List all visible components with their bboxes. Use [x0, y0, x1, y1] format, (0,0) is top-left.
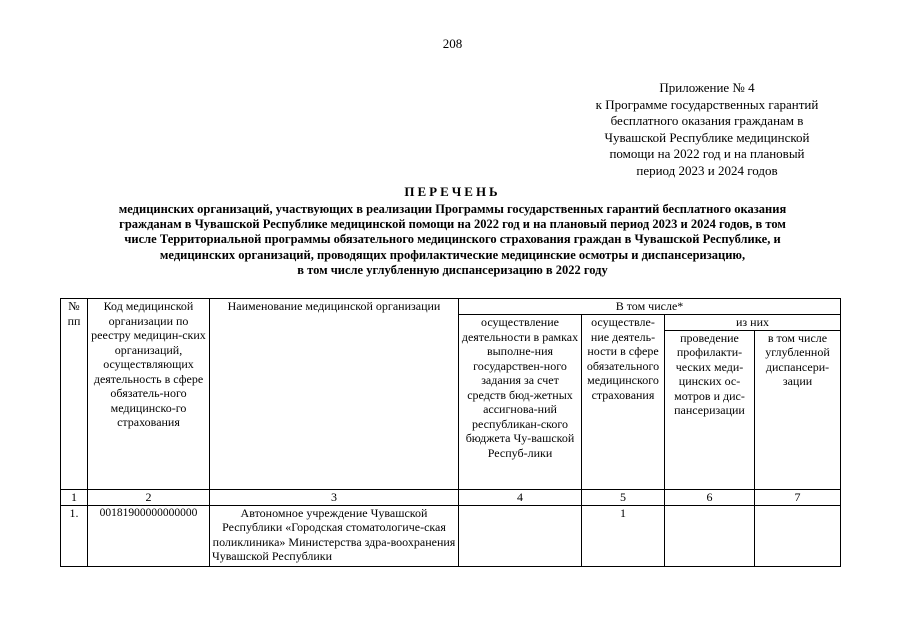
header-including: В том числе* — [459, 299, 841, 315]
header-oms: осуществле-ние деятель-ности в сфере обязательного медицинского страхования — [582, 315, 665, 490]
header-num: № пп — [61, 299, 88, 490]
header-name: Наименование медицинской организации — [210, 299, 459, 490]
appendix-line: Чувашской Республике медицинской — [604, 129, 810, 145]
table-row — [61, 505, 841, 566]
row-deep — [755, 505, 841, 566]
header-code: Код медицинской организации по реестру медицин-ских организаций, осуществляющих деятельность в сфере обязатель-ного медицинско-го страхования — [88, 299, 210, 490]
organizations-table — [60, 298, 841, 567]
header-checkups: проведение профилакти-ческих меди-цинских ос-мотров и дис-пансеризации — [665, 330, 755, 489]
row-name: Автономное учреждение Чувашской Республики «Городская стоматологиче-ская поликлиника» Министерства здра-воохранения Чувашской Республики — [210, 505, 459, 566]
appendix-line: бесплатного оказания гражданам в — [610, 113, 804, 128]
appendix-line: период 2023 и 2024 годов — [636, 162, 778, 178]
column-number: 6 — [665, 489, 755, 505]
appendix-line: к Программе государственных гарантий — [595, 96, 819, 112]
document-subtitle — [60, 202, 845, 278]
column-number: 1 — [61, 489, 88, 505]
appendix-line: Приложение № 4 — [659, 80, 755, 95]
row-oms: 1 — [582, 505, 665, 566]
appendix-line: помощи на 2022 год и на плановый — [609, 146, 805, 161]
column-number: 7 — [755, 489, 841, 505]
document-title: ПЕРЕЧЕНЬ — [404, 184, 501, 199]
page-number: 208 — [442, 36, 463, 51]
row-num: 1. — [61, 505, 88, 566]
column-number: 5 — [582, 489, 665, 505]
subtitle-line: числе Территориальной программы обязательного медицинского страхования граждан в Чувашской Республике, и — [124, 232, 781, 247]
subtitle-line: медицинских организаций, проводящих профилактические медицинские осмотры и диспансеризацию, — [159, 247, 746, 262]
row-code: 00181900000000000 — [88, 505, 210, 566]
subtitle-line: медицинских организаций, участвующих в реализации Программы государственных гарантий бесплатного оказания — [118, 202, 787, 216]
header-of-them: из них — [665, 315, 841, 331]
row-checkups — [665, 505, 755, 566]
column-number: 2 — [88, 489, 210, 505]
column-number: 3 — [210, 489, 459, 505]
appendix-note — [572, 80, 842, 179]
column-number: 4 — [459, 489, 582, 505]
subtitle-line: гражданам в Чувашской Республике медицинской помощи на 2022 год и на плановый период 2023 и 2024 годов, в том — [119, 217, 786, 232]
header-deep: в том числе углубленной диспансери-зации — [755, 330, 841, 489]
row-budget — [459, 505, 582, 566]
header-budget: осуществление деятельности в рамках выполне-ния государствен-ного задания за счет средств бюд-жетных ассигнова-ний республикан-ского бюджета Чу-вашской Респуб-лики — [459, 315, 582, 490]
subtitle-line: в том числе углубленную диспансеризацию в 2022 году — [297, 262, 608, 277]
